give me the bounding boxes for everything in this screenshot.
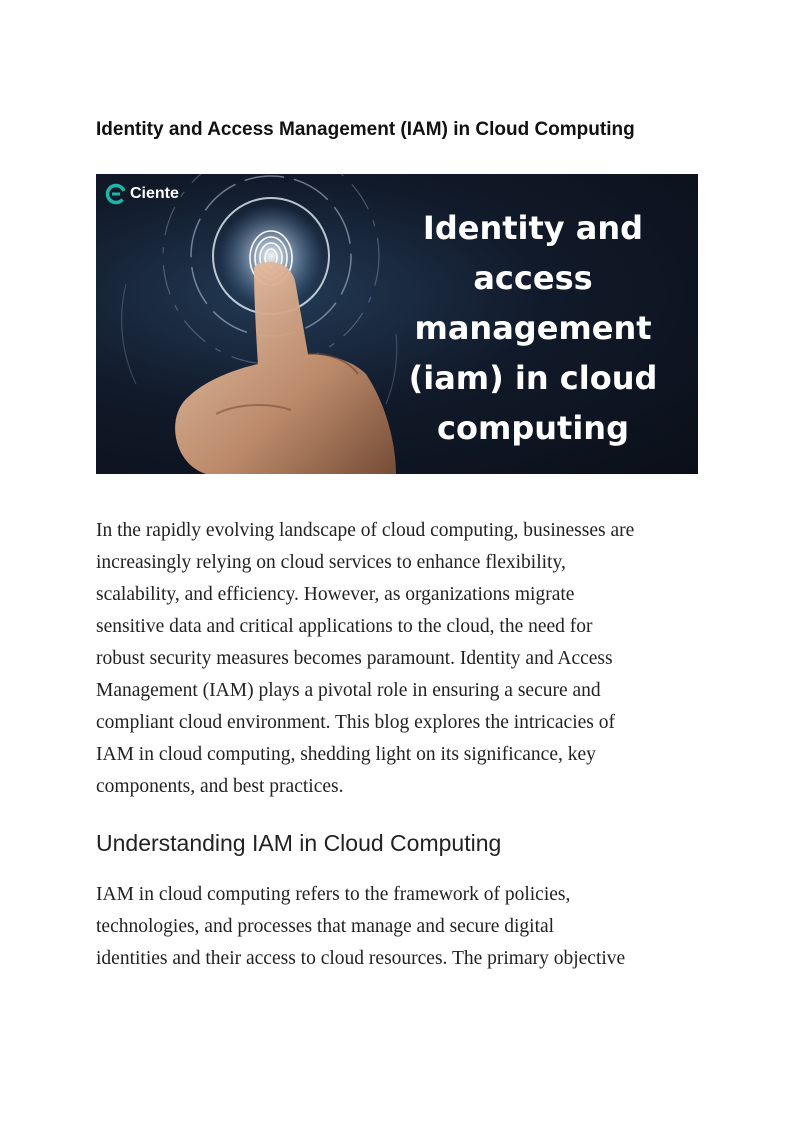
text-line: scalability, and efficiency. However, as organizations migrate [96, 584, 575, 605]
text-line: Management (IAM) plays a pivotal role in ensuring a secure and [96, 680, 601, 701]
text-line: identities and their access to cloud resources. The primary objective [96, 948, 626, 969]
section-heading: Understanding IAM in Cloud Computing [96, 830, 502, 856]
ciente-logo-icon [105, 183, 127, 205]
text-line: components, and best practices. [96, 776, 344, 797]
hero-heading-line: management [414, 309, 652, 347]
text-line: robust security measures becomes paramount. Identity and Access [96, 648, 613, 669]
hero-heading [396, 203, 670, 453]
section-paragraph [96, 879, 706, 975]
hero-heading-line: access [473, 259, 593, 297]
logo-text: Ciente [130, 185, 179, 202]
hero-heading-line: Identity and [422, 209, 644, 247]
hero-heading-line: computing [437, 409, 629, 447]
text-line: sensitive data and critical applications to the cloud, the need for [96, 616, 593, 637]
text-line: increasingly relying on cloud services to enhance flexibility, [96, 552, 566, 573]
page-title: Identity and Access Management (IAM) in Cloud Computing [96, 119, 635, 140]
intro-paragraph [96, 515, 706, 803]
hero-heading-line: (iam) in cloud [408, 359, 658, 397]
text-line: IAM in cloud computing, shedding light on its significance, key [96, 744, 596, 765]
text-line: technologies, and processes that manage and secure digital [96, 916, 555, 937]
ciente-logo [105, 183, 179, 205]
text-line: compliant cloud environment. This blog explores the intricacies of [96, 712, 615, 733]
text-line: IAM in cloud computing refers to the framework of policies, [96, 884, 571, 905]
text-line: In the rapidly evolving landscape of cloud computing, businesses are [96, 520, 635, 541]
hero-image [96, 174, 698, 474]
